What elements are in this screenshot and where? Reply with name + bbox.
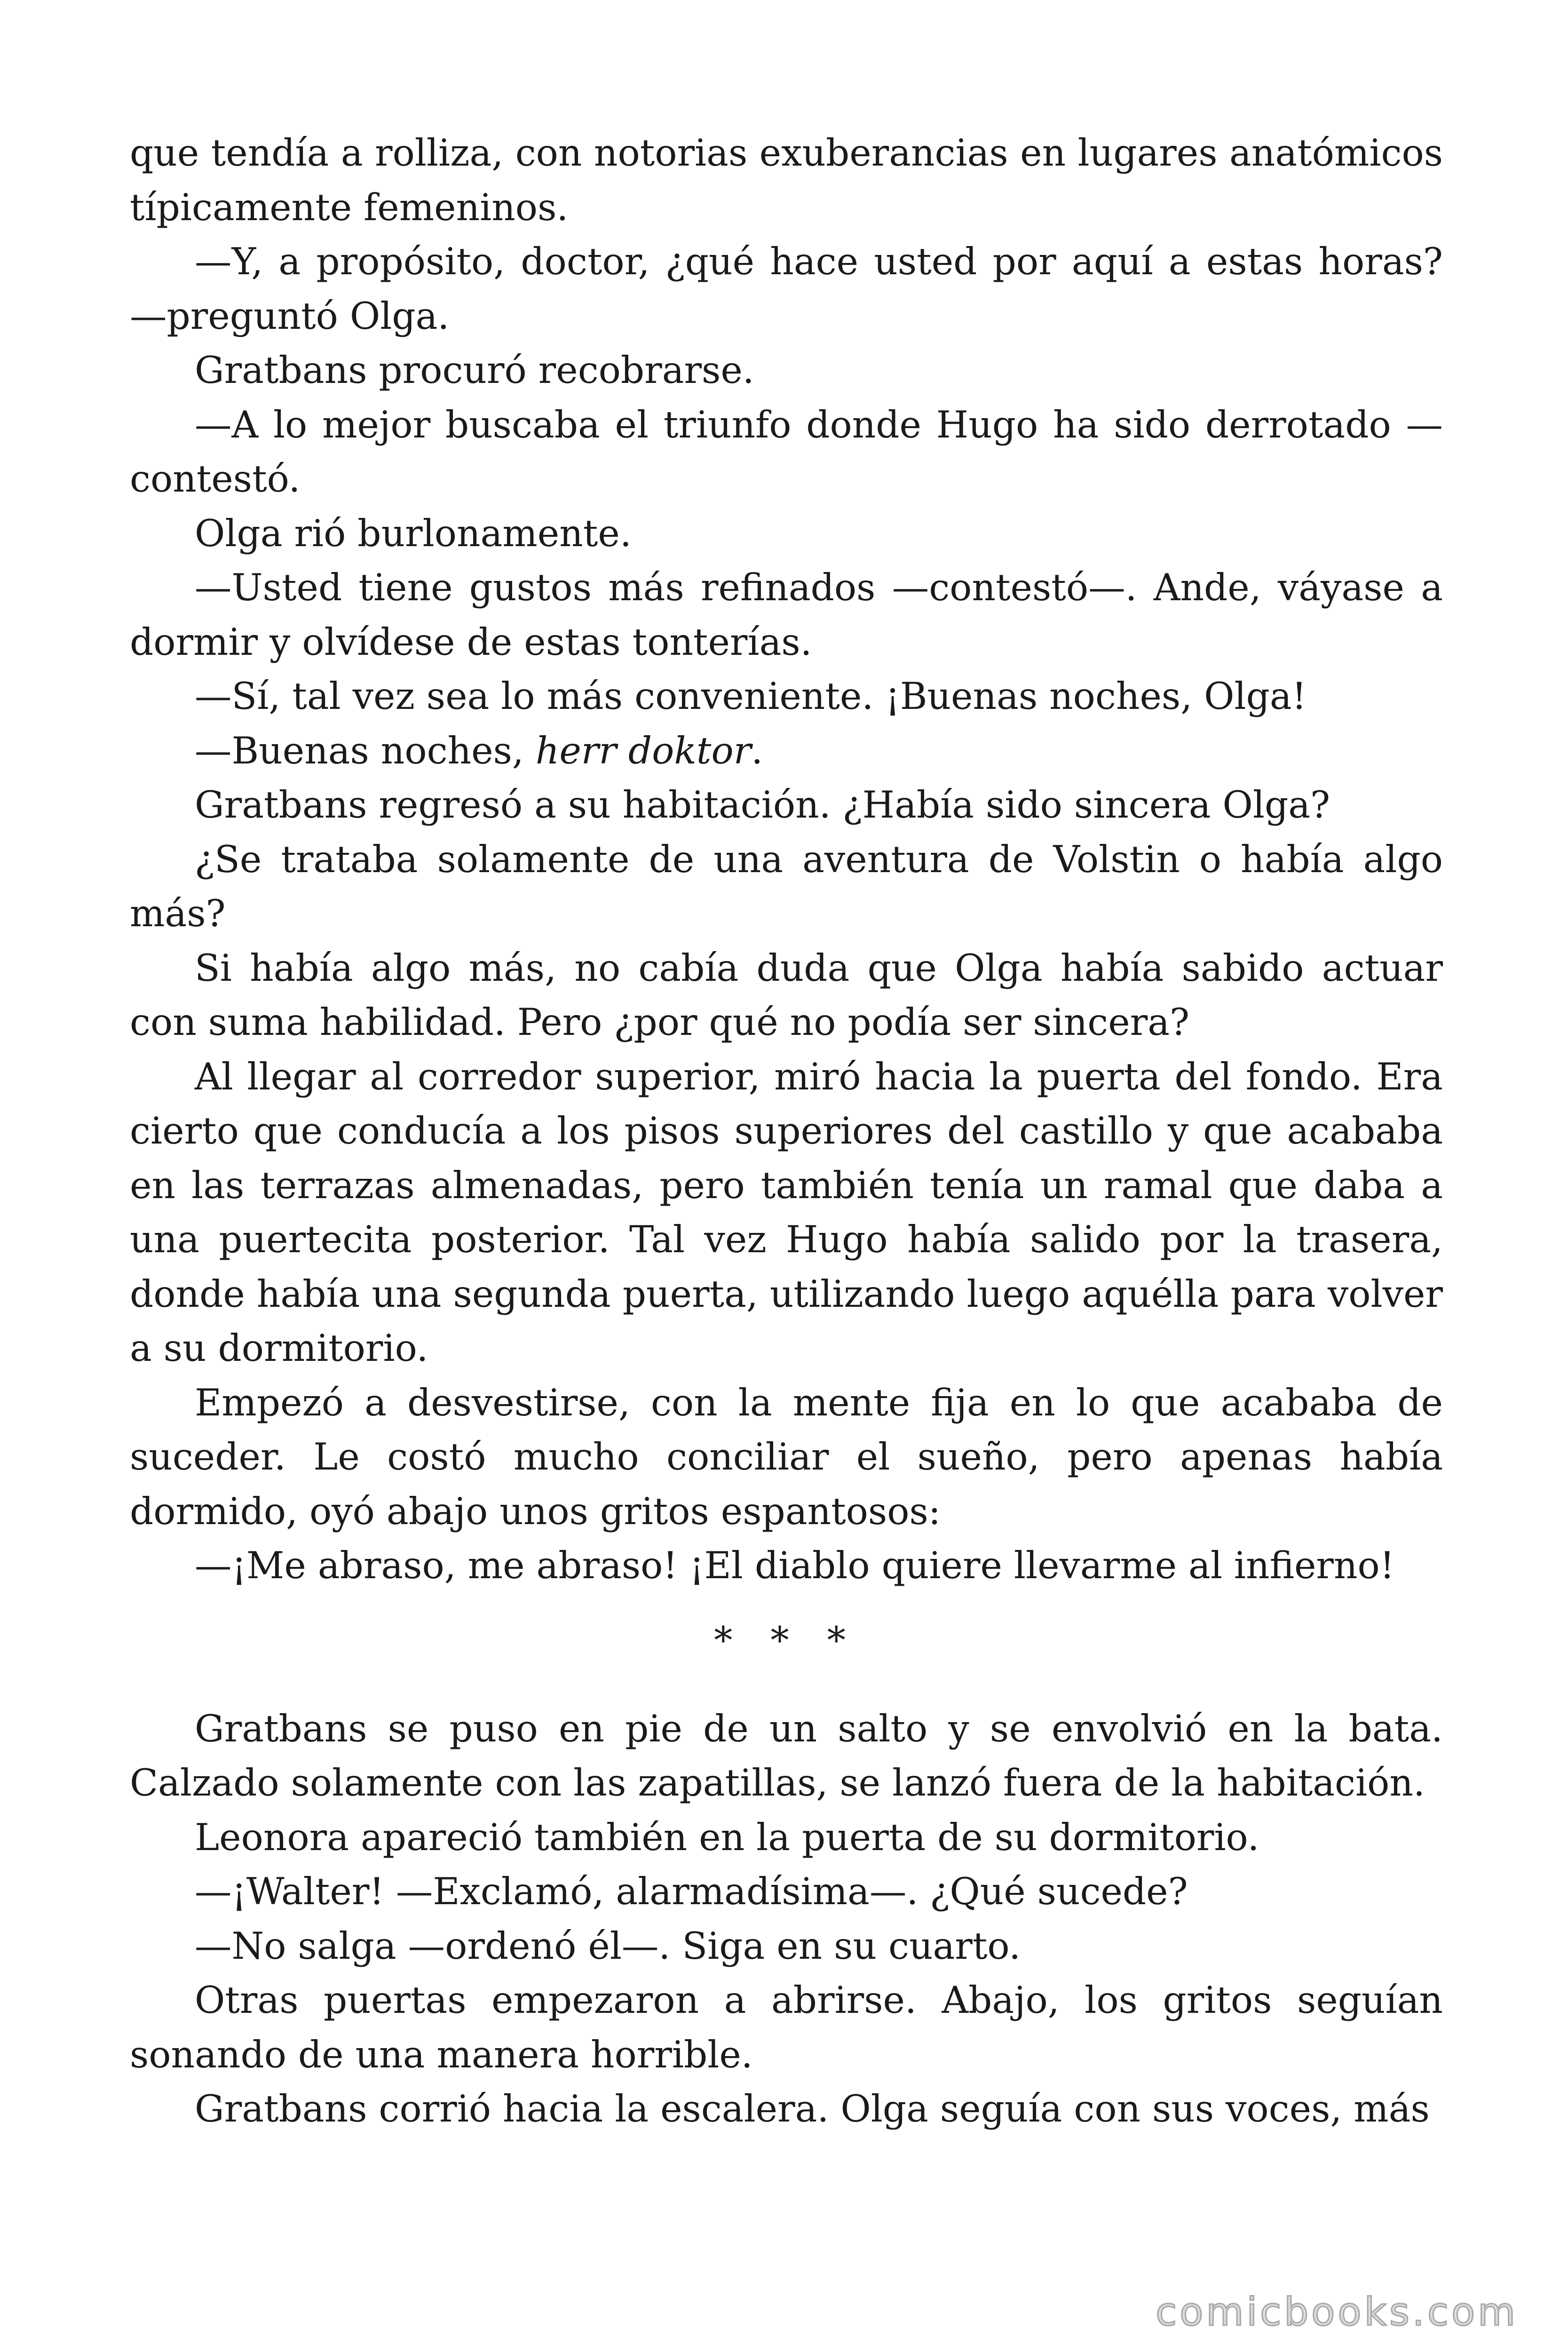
paragraph: Gratbans se puso en pie de un salto y se envolvió en la bata. Calzado solamente con las zapatillas, se lanzó fuera de la habitación.	[130, 1707, 1443, 1804]
paragraph: ¿Se trataba solamente de una aventura de Volstin o había algo más?	[130, 837, 1443, 935]
watermark: comicbooks.com	[1156, 2290, 1518, 2335]
paragraph: —Usted tiene gustos más refinados —contestó—. Ande, váyase a dormir y olvídese de estas tonterías.	[130, 566, 1443, 664]
paragraph: Empezó a desvestirse, con la mente fija en lo que acababa de suceder. Le costó mucho conciliar el sueño, pero apenas había dormido, oyó abajo unos gritos espantosos:	[130, 1381, 1443, 1533]
paragraph: Leonora apareció también en la puerta de su dormitorio.	[195, 1815, 1259, 1859]
paragraph: Al llegar al corredor superior, miró hacia la puerta del fondo. Era cierto que conducía a los pisos superiores del castillo y que acababa en las terrazas almenadas, pero también tenía un ramal que daba a una puertecita posterior. Tal vez Hugo había salido por la trasera, donde había una segunda puerta, utilizando luego aquélla para volver a su dormitorio.	[130, 1055, 1443, 1370]
paragraph: Gratbans regresó a su habitación. ¿Había sido sincera Olga?	[195, 783, 1330, 826]
paragraph: Olga rió burlonamente.	[195, 511, 632, 555]
paragraph: Si había algo más, no cabía duda que Olga había sabido actuar con suma habilidad. Pero ¿por qué no podía ser sincera?	[130, 946, 1443, 1044]
italic-line-suffix: .	[751, 729, 763, 772]
paragraph: —¡Walter! —Exclamó, alarmadísima—. ¿Qué sucede?	[195, 1870, 1188, 1913]
paragraph: —No salga —ordenó él—. Siga en su cuarto.	[195, 1924, 1021, 1968]
italic-line-prefix: —Buenas noches,	[195, 729, 536, 772]
italic-phrase: herr doktor	[535, 729, 752, 772]
paragraph-with-italic	[130, 724, 1443, 779]
scene-break: * * *	[714, 1618, 859, 1662]
paragraph: —A lo mejor buscaba el triunfo donde Hugo ha sido derrotado —contestó.	[130, 403, 1443, 501]
paragraph: —Y, a propósito, doctor, ¿qué hace usted por aquí a estas horas? —preguntó Olga.	[130, 240, 1443, 338]
page-body	[130, 126, 1443, 2137]
paragraph: que tendía a rolliza, con notorias exuberancias en lugares anatómicos típicamente femeninos.	[130, 131, 1443, 229]
paragraph: Otras puertas empezaron a abrirse. Abajo, los gritos seguían sonando de una manera horrible.	[130, 1979, 1443, 2076]
paragraph: —¡Me abraso, me abraso! ¡El diablo quiere llevarme al infierno!	[195, 1544, 1395, 1587]
paragraph: —Sí, tal vez sea lo más conveniente. ¡Buenas noches, Olga!	[195, 675, 1307, 718]
paragraph: Gratbans procuró recobrarse.	[195, 349, 754, 392]
paragraph: Gratbans corrió hacia la escalera. Olga seguía con sus voces, más	[195, 2087, 1430, 2130]
